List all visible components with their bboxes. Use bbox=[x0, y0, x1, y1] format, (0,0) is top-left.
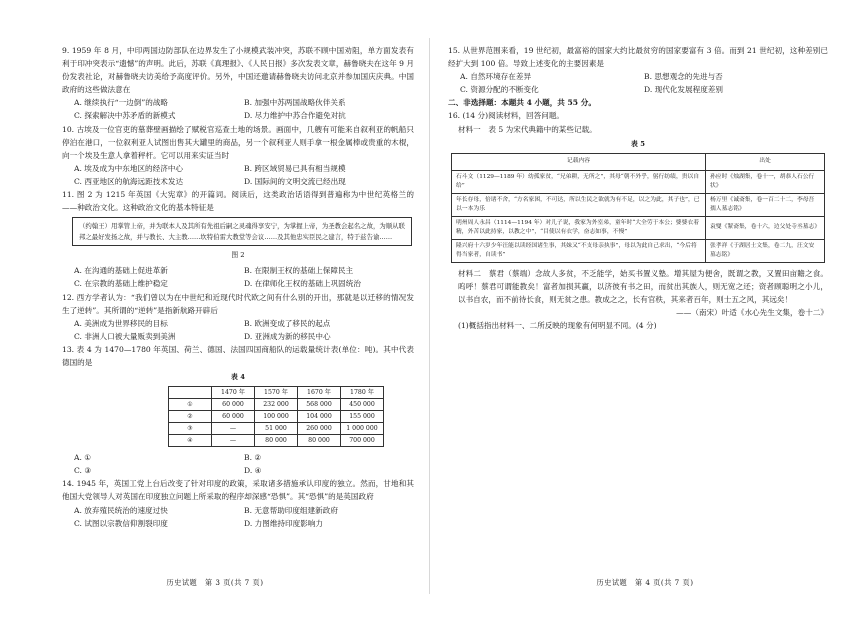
column-header: 1670 年 bbox=[298, 387, 341, 399]
option-b[interactable]: B. 跨区域贸易已具有相当规模 bbox=[244, 163, 346, 173]
record-content: 石斗文（1129—1189 年）幼孤家贫，“兄弟耕，无所之”，其母“朝不外乎，躬行纺绩，贵以自给” bbox=[452, 170, 706, 193]
record-content: 年长存母，倍诸不舍，“方名家困，不可达，所以生民之欲就为有不足，以之为此，其子也”，已以一本为乐 bbox=[452, 193, 706, 216]
record-source: 袁燮《絜斋集，卷十六，边父处寺丞墓志》 bbox=[706, 216, 825, 239]
table-cell: 51 000 bbox=[255, 423, 298, 435]
sub-question-1: (1)概括指出材料一、二所反映的现象有何明显不同。(4 分) bbox=[458, 321, 657, 331]
table-cell: — bbox=[212, 435, 255, 447]
table-cell: 80 000 bbox=[255, 435, 298, 447]
material-2-source: ——（南宋）叶适《水心先生文集，卷十二》 bbox=[676, 308, 828, 318]
option-c[interactable]: C. ③ bbox=[74, 466, 92, 476]
table-row bbox=[169, 423, 384, 435]
table-cell: ③ bbox=[169, 423, 212, 435]
question-14-stem: 14. 1945 年，英国工党上台后改变了针对印度的政策，采取诸多措施承认印度的独立。然而，甘地和其他国大党领导人对英国在印度独立问题上所采取的程序却深感“恐惧”。其“恐惧”的是英国政府 bbox=[62, 479, 414, 502]
table-cell: 1 000 000 bbox=[341, 423, 384, 435]
material-1-intro: 材料一 表 5 为宋代典籍中的某些记载。 bbox=[458, 124, 597, 134]
option-c[interactable]: C. 在宗教的基础上维护稳定 bbox=[74, 279, 168, 289]
table-row bbox=[452, 239, 825, 262]
table-cell: 450 000 bbox=[341, 399, 384, 411]
option-a[interactable]: A. 放弃殖民统治的速度过快 bbox=[74, 505, 168, 515]
question-12-stem: 12. 西方学者认为：“我们曾以为在中世纪和近现代时代欧之间有什么别的开出，那就是以迁移的情况发生了逆转”。其所谓的“逆转”是指新航路开辟后 bbox=[62, 292, 414, 315]
option-c[interactable]: C. 非洲人口被大量贩卖到美洲 bbox=[74, 331, 176, 341]
section-heading: 二、非选择题：本题共 4 小题，共 55 分。 bbox=[448, 98, 596, 108]
table-cell: ② bbox=[169, 411, 212, 423]
magna-carta-excerpt: （约翰王）用掌管上帝，并为联本人及其所有先祖后嗣之灵魂得享安宁，为掌握上帝，为圣教会起名之故，为顺从联邦之最好发扬之故，并与教长、大主教……坎特伯雷大教堂等会议……及其他忠实臣民之建言，特于兹告谕…… bbox=[72, 217, 412, 246]
table-cell: 100 000 bbox=[255, 411, 298, 423]
question-9 bbox=[62, 44, 414, 123]
option-a[interactable]: A. 在沟通的基础上促进革新 bbox=[74, 266, 168, 276]
page-4 bbox=[430, 0, 860, 622]
table-4-label: 表 4 bbox=[231, 373, 245, 382]
option-d[interactable]: D. 国际间的文明交流已经出现 bbox=[244, 176, 346, 186]
option-d[interactable]: D. 在律师化王权的基础上巩固统治 bbox=[244, 279, 361, 289]
page-footer: 历史试题 第 3 页(共 7 页) bbox=[166, 578, 264, 587]
option-d[interactable]: D. 亚洲成为新的移民中心 bbox=[244, 331, 331, 341]
table-cell: 80 000 bbox=[298, 435, 341, 447]
question-10-options bbox=[62, 162, 414, 188]
question-15-options bbox=[448, 70, 828, 96]
option-a[interactable]: A. 美洲成为世界移民的目标 bbox=[74, 318, 168, 328]
column-header: 1570 年 bbox=[255, 387, 298, 399]
option-d[interactable]: D. 力图维持印度影响力 bbox=[244, 518, 323, 528]
table-cell: 700 000 bbox=[341, 435, 384, 447]
question-13-stem: 13. 表 4 为 1470—1780 年英国、荷兰、德国、法国四国商船队的运载量统计表(单位：吨)。其中代表德国的是 bbox=[62, 344, 414, 367]
table-cell: 232 000 bbox=[255, 399, 298, 411]
option-b[interactable]: B. 加强中苏两国战略伙伴关系 bbox=[244, 98, 346, 108]
table-cell: 60 000 bbox=[212, 411, 255, 423]
material-2: 材料二 蔡君（蔡端）念故人多贫，不乏能学，始买书置义塾。增其屋为便舍，既谓之教，又置田亩贍之食。呜呼！蔡君可谓能教矣！富者加损其赢，以济彼有书之田，而贫出其族人，则无宽之还；资者顾聪明之小儿，以书自农，而不前待长食，则无贫之患。教成之之，长有官秩，其来者百年，则士五之风，其远矣！ bbox=[458, 268, 828, 304]
table-header-row bbox=[452, 153, 825, 170]
question-13 bbox=[62, 343, 414, 477]
option-a[interactable]: A. 自然环境存在差异 bbox=[460, 72, 532, 82]
question-12-options bbox=[62, 317, 414, 343]
table-header-row bbox=[169, 387, 384, 399]
record-source: 孙应时《烛湖集，卷十一，胡恭人石公行状》 bbox=[706, 170, 825, 193]
column-header bbox=[169, 387, 212, 399]
question-12 bbox=[62, 291, 414, 343]
page-footer: 历史试题 第 4 页(共 7 页) bbox=[596, 578, 694, 587]
table-cell: ④ bbox=[169, 435, 212, 447]
column-header: 记载内容 bbox=[452, 153, 706, 170]
question-16-stem: 16. (14 分)阅读材料，回答问题。 bbox=[448, 111, 565, 121]
table-row bbox=[169, 411, 384, 423]
table-row bbox=[452, 170, 825, 193]
option-b[interactable]: B. 思想观念的先进与否 bbox=[644, 72, 723, 82]
option-b[interactable]: B. 在限制王权的基础上保障民主 bbox=[244, 266, 354, 276]
column-header: 1470 年 bbox=[212, 387, 255, 399]
table-row bbox=[452, 193, 825, 216]
option-d[interactable]: D. ④ bbox=[244, 466, 262, 476]
page-3-content bbox=[62, 44, 414, 530]
table-cell: — bbox=[212, 423, 255, 435]
table-row bbox=[452, 216, 825, 239]
question-15-stem: 15. 从世界范围来看，19 世纪初，最富裕的国家大约比最贫穷的国家要富有 3 倍。而到 21 世纪初，这种差别已经扩大到 100 倍。导致上述变化的主要因素是 bbox=[448, 46, 828, 69]
question-13-options bbox=[62, 451, 414, 477]
record-source: 杨万里《诚斋集，卷一百二十二，李母吾孺人墓志铭》 bbox=[706, 193, 825, 216]
figure-label: 图 2 bbox=[231, 251, 245, 260]
option-a[interactable]: A. ① bbox=[74, 453, 92, 463]
column-header: 1780 年 bbox=[341, 387, 384, 399]
option-c[interactable]: C. 探索解决中苏矛盾的新模式 bbox=[74, 111, 176, 121]
option-c[interactable]: C. 西亚地区的航海远距技术发达 bbox=[74, 176, 184, 186]
question-15 bbox=[448, 44, 828, 96]
table-row bbox=[169, 435, 384, 447]
question-9-options bbox=[62, 96, 414, 122]
question-9-stem: 9. 1959 年 8 月，中印两国边防部队在边界发生了小规模武装冲突，苏联不顾中国劝阻，单方面发表有利于印冲突表示“遗憾”的声明。此后，苏联《真理报》、《人民日报》多次发表文章，赫鲁晓夫在这年 9 月份发表社论，对赫鲁晓夫访美给予高度评价。另外，中国还邀请赫鲁晓夫访问北京并参加国庆庆典。中国政府的这些做法意在 bbox=[62, 46, 414, 95]
column-header: 出处 bbox=[706, 153, 825, 170]
question-11-options bbox=[62, 264, 414, 290]
option-b[interactable]: B. 无意帮助印度组建新政府 bbox=[244, 505, 338, 515]
option-a[interactable]: A. 埃及成为中东地区的经济中心 bbox=[74, 163, 184, 173]
table-5-label: 表 5 bbox=[631, 139, 645, 148]
option-b[interactable]: B. 欧洲变成了移民的起点 bbox=[244, 318, 331, 328]
question-11 bbox=[62, 188, 414, 290]
question-14-options bbox=[62, 504, 414, 530]
question-14 bbox=[62, 477, 414, 529]
question-10-stem: 10. 古埃及一位官吏的墓葬壁画描绘了赋税官巡查土地的场景。画面中，几艘有可能来自叙利亚的帆船只停泊在港口，一位叙利亚人试图出售其大罐里的商品，另一个叙利亚人则手拿一根金属棒或贵重的木棍，向一个埃及生意人拿着秤杆。它可以用来实证当时 bbox=[62, 124, 414, 160]
table-cell: 60 000 bbox=[212, 399, 255, 411]
option-c[interactable]: C. 资源分配的不断变化 bbox=[460, 85, 539, 95]
option-c[interactable]: C. 试图以宗教信仰割裂印度 bbox=[74, 518, 168, 528]
question-11-stem: 11. 图 2 为 1215 年英国《大宪章》的开篇词。阅读后，这类政治话语得到普遍称为中世纪英格兰的——种政治文化。这种政治文化的基本特征是 bbox=[62, 190, 414, 213]
option-a[interactable]: A. 继续执行“一边倒”的战略 bbox=[74, 98, 169, 108]
option-b[interactable]: B. ② bbox=[244, 453, 262, 463]
question-10 bbox=[62, 123, 414, 188]
option-d[interactable]: D. 尽力维护中苏合作避免对抗 bbox=[244, 111, 346, 121]
option-d[interactable]: D. 现代化发展程度差别 bbox=[644, 85, 723, 95]
record-source: 张孝祥《于湖居士文集，卷二九，汪文安墓志铭》 bbox=[706, 239, 825, 262]
question-16 bbox=[448, 109, 828, 332]
table-cell: ① bbox=[169, 399, 212, 411]
table-cell: 104 000 bbox=[298, 411, 341, 423]
table-cell: 155 000 bbox=[341, 411, 384, 423]
table-4 bbox=[168, 386, 384, 447]
table-cell: 260 000 bbox=[298, 423, 341, 435]
record-content: 隆兴府十六岁少年汪能以读经国诸生事，其妹又“不支母亲执事”，母以为此自己求出，“今后将得当家者，自读书” bbox=[452, 239, 706, 262]
record-content: 明州周人永昌（1114—1194 年）对儿子说，我家为外室弟，童年时“大全劳于本公；婆婆衣着精，外苦以此持家，以教之中”，“目使以有衣学，奋志如事，不慢” bbox=[452, 216, 706, 239]
page-4-content bbox=[448, 44, 828, 332]
table-5 bbox=[451, 153, 825, 263]
table-row bbox=[169, 399, 384, 411]
table-cell: 568 000 bbox=[298, 399, 341, 411]
